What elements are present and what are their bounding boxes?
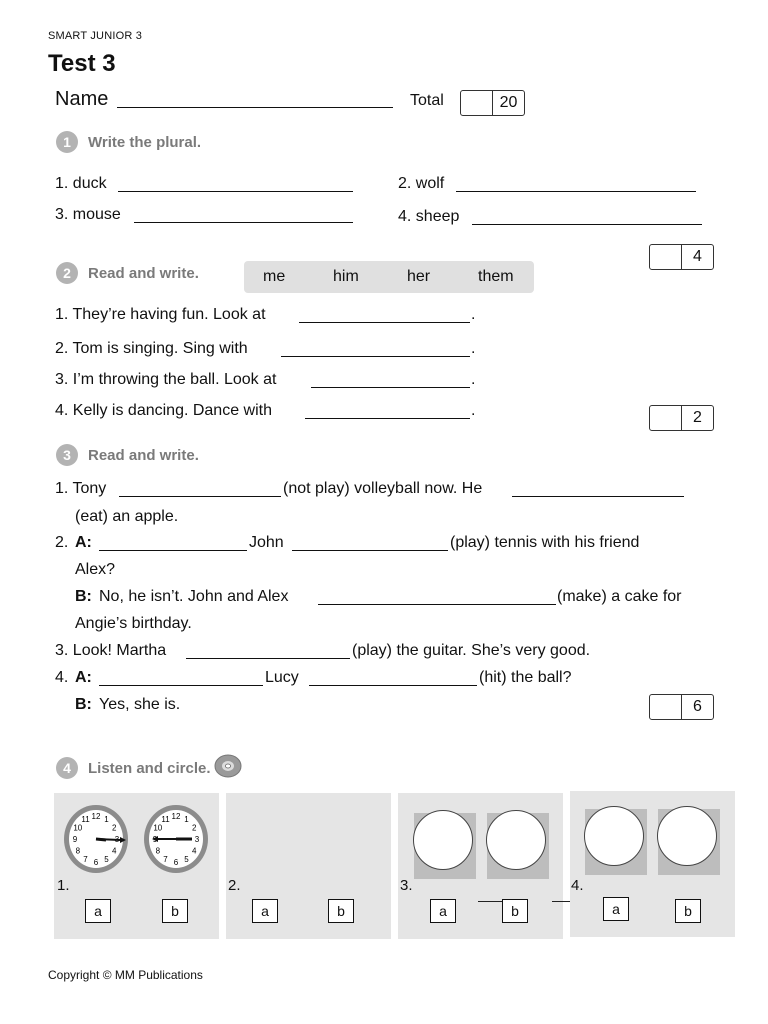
s3-q2-a-label: A:	[75, 534, 92, 551]
section-number-badge: 4	[56, 757, 78, 779]
s3-q3-text: (play) the guitar. She’s very good.	[352, 642, 591, 659]
name-field[interactable]	[117, 88, 393, 108]
s3-q4-a-label: A:	[75, 669, 92, 686]
word-bank-item: her	[407, 268, 431, 285]
s3-q1-text: (not play) volleyball now. He	[283, 480, 483, 497]
picture-circle-b	[657, 806, 717, 866]
option-a-box[interactable]: a	[430, 899, 456, 923]
s2-answer-2[interactable]	[281, 340, 470, 357]
picture-circle-b	[486, 810, 546, 870]
panel-number: 1.	[57, 877, 70, 894]
clock-numeral: 2	[111, 823, 117, 833]
s1-item-1: 1. duck	[55, 175, 107, 192]
panel-number: 2.	[228, 877, 241, 894]
copyright-footer: Copyright © MM Publications	[48, 968, 203, 982]
s3-score-box	[649, 694, 714, 720]
score-max: 6	[693, 698, 702, 715]
s2-answer-3[interactable]	[311, 371, 470, 388]
total-label: Total	[410, 92, 444, 109]
clock-numeral: 6	[93, 858, 99, 867]
s2-item-3: 3. I’m throwing the ball. Look at	[55, 371, 277, 388]
listen-panel-4	[570, 791, 735, 937]
option-b-box[interactable]: b	[502, 899, 528, 923]
s3-q4-answer-2[interactable]	[309, 669, 477, 686]
s2-period: .	[471, 402, 476, 419]
section3-heading	[56, 444, 199, 466]
word-bank-item: him	[333, 268, 359, 285]
section-instruction: Listen and circle.	[88, 759, 211, 777]
clock-numeral: 12	[91, 812, 101, 821]
clock-numeral: 5	[104, 854, 109, 864]
clock-numeral: 4	[191, 846, 197, 856]
listen-panel-2	[226, 793, 391, 939]
clock-numeral: 12	[171, 812, 181, 821]
s2-period: .	[471, 371, 476, 388]
s3-q2-answer-1[interactable]	[99, 534, 247, 551]
section1-heading	[56, 131, 201, 153]
s3-q3-text: 3. Look! Martha	[55, 642, 167, 659]
s2-score-box	[649, 405, 714, 431]
cd-icon	[213, 753, 243, 783]
s1-answer-4[interactable]	[472, 208, 702, 225]
section-number-badge: 1	[56, 131, 78, 153]
s2-item-4: 4. Kelly is dancing. Dance with	[55, 402, 272, 419]
clock-numeral: 7	[83, 854, 88, 864]
score-blank[interactable]	[650, 695, 682, 719]
score-blank[interactable]	[650, 406, 682, 430]
s3-q2-text: John	[249, 534, 284, 551]
option-a-box[interactable]: a	[603, 897, 629, 921]
s3-q4-text: Lucy	[265, 669, 299, 686]
s3-q4-number: 4.	[55, 669, 69, 686]
word-bank-item: me	[263, 268, 286, 285]
clock-numeral: 4	[111, 846, 117, 856]
page-title: Test 3	[48, 50, 116, 77]
series-label: SMART JUNIOR 3	[48, 30, 143, 42]
option-b-box[interactable]: b	[328, 899, 354, 923]
s1-item-2: 2. wolf	[398, 175, 445, 192]
s1-item-4: 4. sheep	[398, 208, 460, 225]
s1-answer-1[interactable]	[118, 175, 353, 192]
clock-numeral: 10	[153, 823, 163, 833]
s1-score-box	[649, 244, 714, 270]
s3-q2-text: Angie’s birthday.	[75, 615, 192, 632]
picture-circle-a	[413, 810, 473, 870]
section4-heading	[56, 753, 243, 783]
s1-answer-2[interactable]	[456, 175, 696, 192]
s3-q2-number: 2.	[55, 534, 69, 551]
option-b-box[interactable]: b	[675, 899, 701, 923]
section-instruction: Write the plural.	[88, 133, 202, 151]
s3-q1-answer-2[interactable]	[512, 480, 684, 497]
s3-q2-text: (play) tennis with his friend	[450, 534, 640, 551]
s3-q1-text: (eat) an apple.	[75, 508, 179, 525]
s3-q2-text: No, he isn’t. John and Alex	[99, 588, 289, 605]
s3-q4-text: (hit) the ball?	[479, 669, 572, 686]
clock-numeral: 7	[163, 854, 168, 864]
clock-a-icon	[62, 803, 130, 875]
s3-q1-answer-1[interactable]	[119, 480, 281, 497]
clock-numeral: 8	[155, 846, 161, 856]
s2-answer-4[interactable]	[305, 402, 470, 419]
s1-item-3: 3. mouse	[55, 206, 121, 223]
panel-number: 3.	[400, 877, 413, 894]
picture-circle-a	[584, 806, 644, 866]
clock-numeral: 10	[73, 823, 83, 833]
section-instruction: Read and write.	[88, 264, 199, 282]
s2-item-2: 2. Tom is singing. Sing with	[55, 340, 248, 357]
score-blank[interactable]	[650, 245, 682, 269]
section-number-badge: 2	[56, 262, 78, 284]
word-bank-item: them	[478, 268, 514, 285]
clock-numeral: 8	[75, 846, 81, 856]
s2-answer-1[interactable]	[299, 306, 470, 323]
clock-numeral: 9	[72, 835, 78, 844]
s3-q4-text: Yes, she is.	[99, 696, 181, 713]
s3-q2-text: (make) a cake for	[557, 588, 682, 605]
s3-q1-text: 1. Tony	[55, 480, 107, 497]
clock-numeral: 1	[104, 815, 109, 825]
score-max: 4	[693, 248, 702, 265]
s3-q2-text: Alex?	[75, 561, 116, 578]
score-max: 2	[693, 409, 702, 426]
clock-numeral: 5	[184, 854, 189, 864]
score-max: 20	[499, 94, 518, 111]
s2-period: .	[471, 306, 476, 323]
clock-numeral: 2	[191, 823, 197, 833]
panel-number: 4.	[571, 877, 584, 894]
s3-q4-answer-1[interactable]	[99, 669, 263, 686]
s2-period: .	[471, 340, 476, 357]
s2-item-1: 1. They’re having fun. Look at	[55, 306, 266, 323]
total-score-box	[460, 90, 525, 116]
s3-q2-answer-3[interactable]	[318, 588, 556, 605]
clock-numeral: 11	[81, 815, 90, 825]
option-a-box[interactable]: a	[252, 899, 278, 923]
clock-b-icon	[142, 803, 210, 875]
listen-panel-1	[54, 793, 219, 939]
section-number-badge: 3	[56, 444, 78, 466]
name-label: Name	[55, 88, 109, 110]
s3-q2-answer-2[interactable]	[292, 534, 448, 551]
option-b-box[interactable]: b	[162, 899, 188, 923]
clock-numeral: 6	[173, 858, 179, 867]
section-instruction: Read and write.	[88, 446, 199, 464]
word-bank	[244, 261, 534, 293]
s1-answer-3[interactable]	[134, 206, 353, 223]
score-blank[interactable]	[461, 91, 493, 115]
connector-line	[478, 901, 504, 902]
listen-panel-3	[398, 793, 563, 939]
section2-heading	[56, 262, 199, 284]
clock-numeral: 1	[184, 815, 189, 825]
clock-numeral: 3	[194, 835, 200, 844]
s3-q3-answer[interactable]	[186, 642, 350, 659]
clock-numeral: 11	[161, 815, 170, 825]
s3-q2-b-label: B:	[75, 588, 92, 605]
s3-q4-b-label: B:	[75, 696, 92, 713]
option-a-box[interactable]: a	[85, 899, 111, 923]
